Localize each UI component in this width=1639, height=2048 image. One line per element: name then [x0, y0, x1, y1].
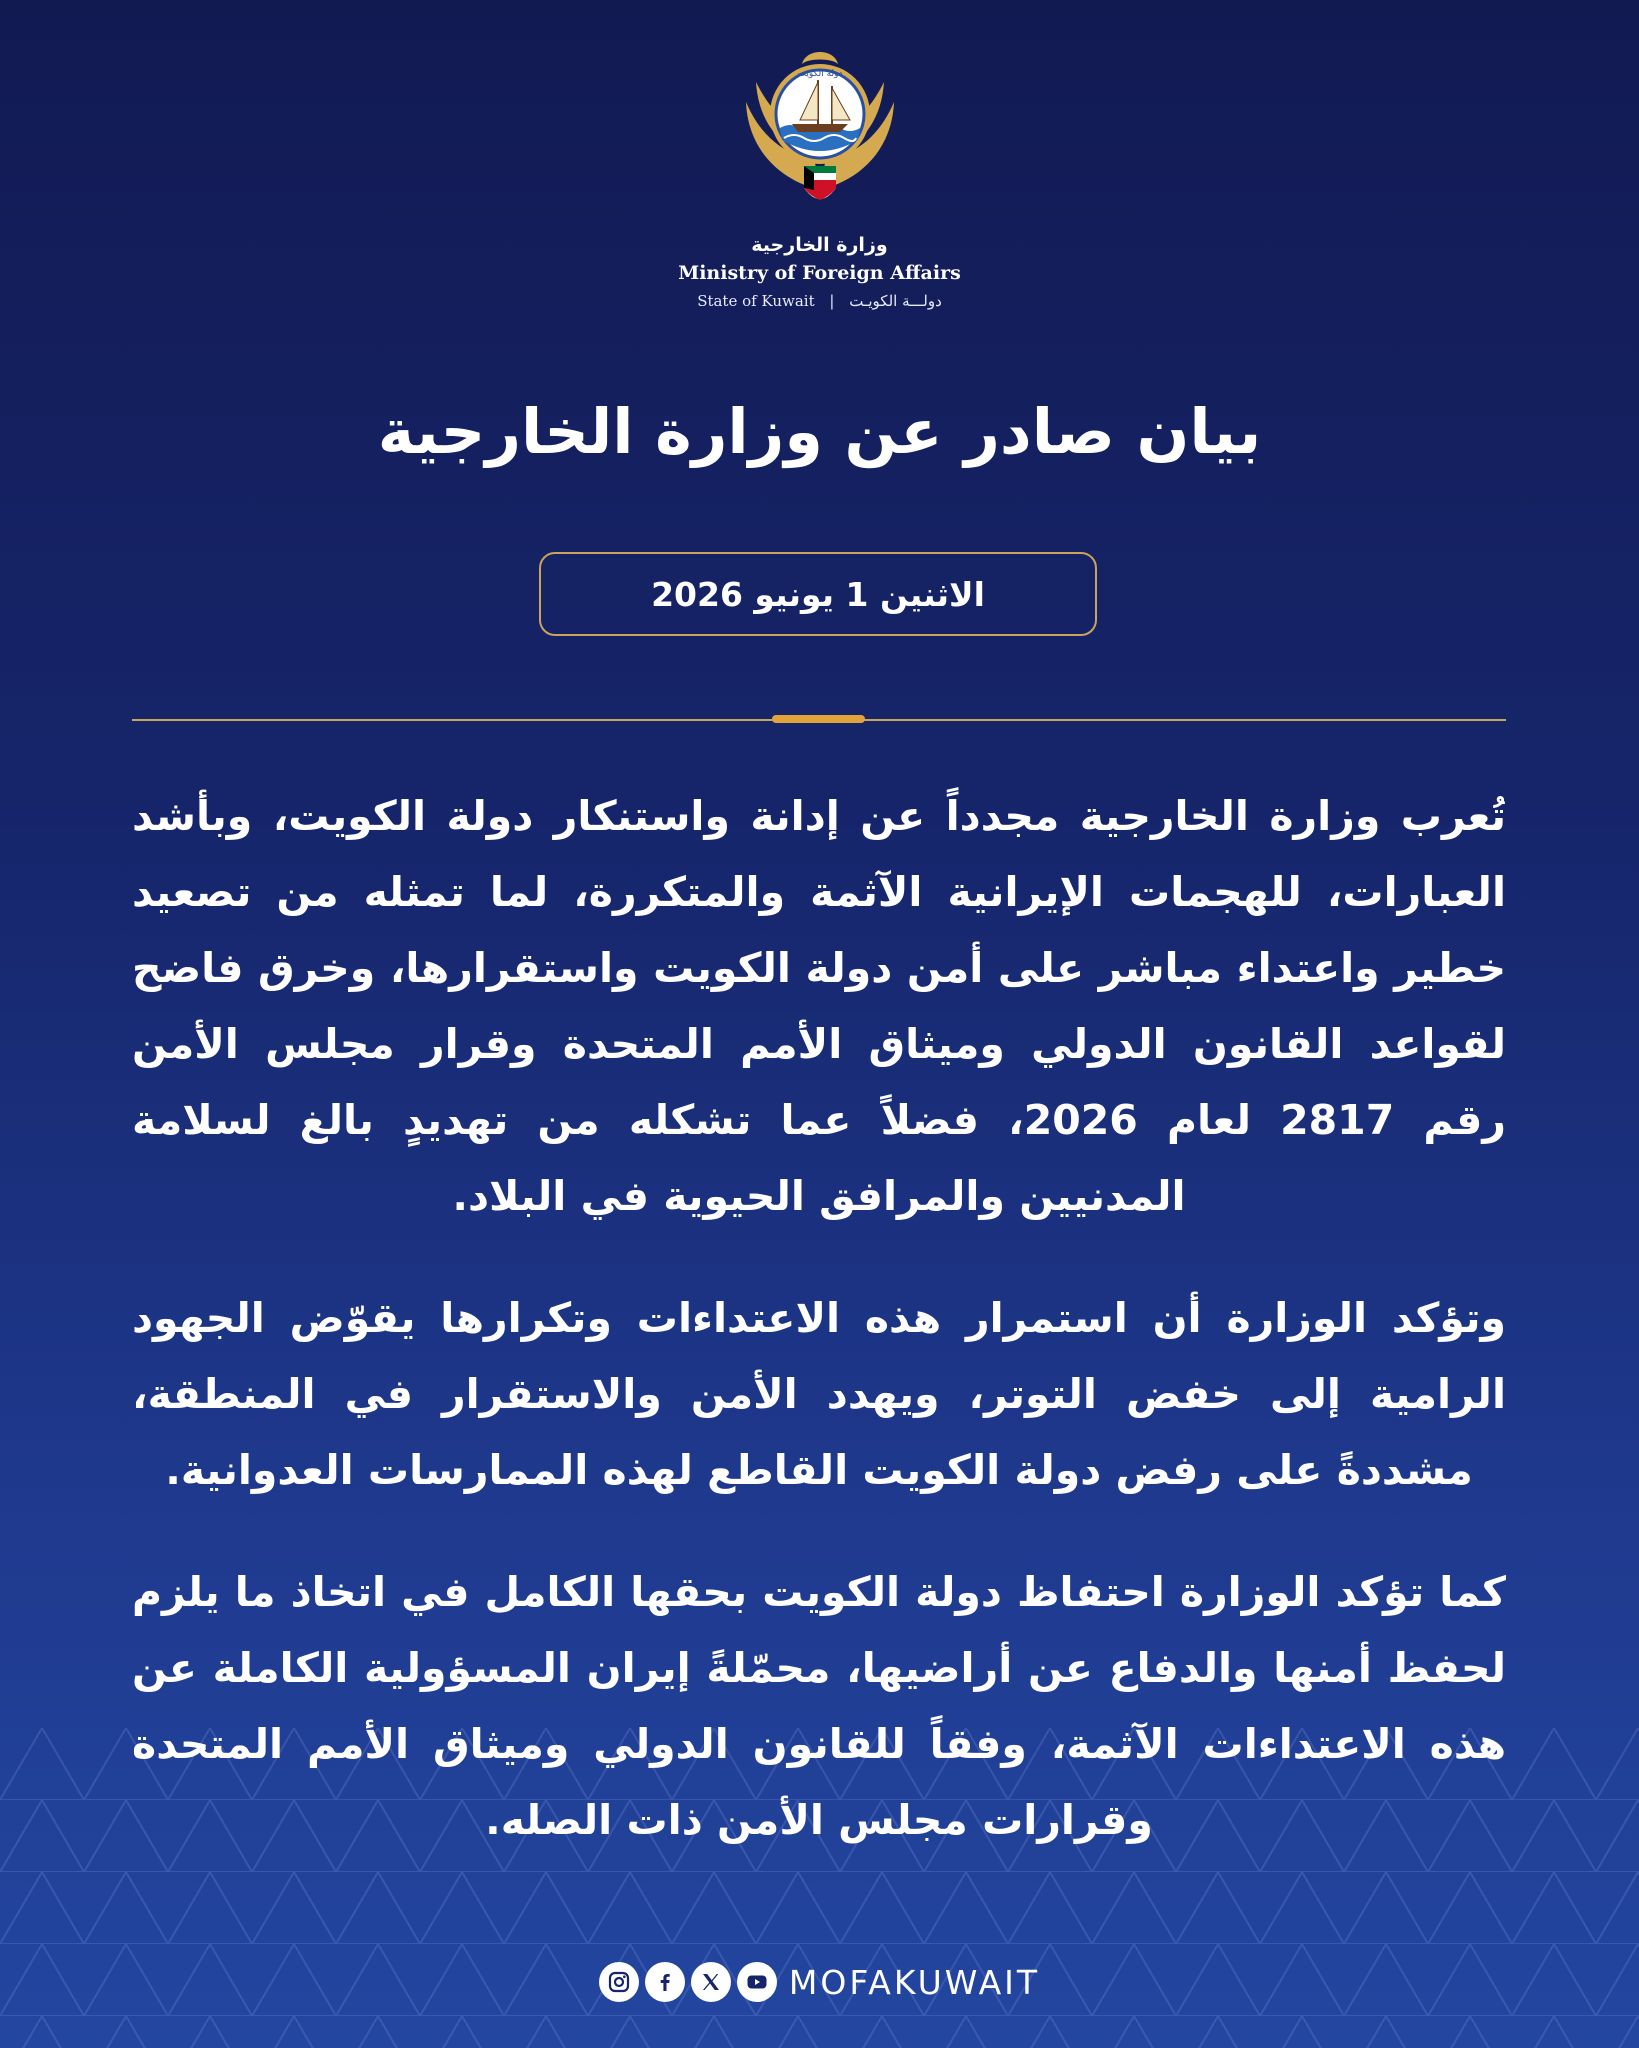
- statement-title: بيان صادر عن وزارة الخارجية: [377, 395, 1262, 468]
- x-icon[interactable]: [691, 1962, 731, 2002]
- kuwait-emblem-icon: [740, 40, 900, 220]
- social-handle[interactable]: MOFAKUWAIT: [788, 1962, 1041, 2002]
- paragraph-1: تُعرب وزارة الخارجية مجدداً عن إدانة واستنكار دولة الكويت، وبأشد العبارات، للهجمات الإيرانية الآثمة والمتكررة، لما تمثله من تصعيد خطير واعتداء مباشر على أمن دولة الكويت واستقرارها، وخرق فاضح لقواعد القانون الدولي وميثاق الأمم المتحدة وقرار مجلس الأمن رقم 2817 لعام 2026، فضلاً عما تشكله من تهديدٍ بالغ لسلامة المدنيين والمرافق الحيوية في البلاد.: [132, 792, 1507, 1220]
- date-badge: [539, 552, 1097, 636]
- facebook-icon[interactable]: [645, 1962, 685, 2002]
- state-line: [0, 292, 1639, 310]
- state-separator: |: [829, 292, 835, 310]
- instagram-icon[interactable]: [599, 1962, 639, 2002]
- header: [0, 40, 1639, 310]
- ministry-name-arabic: وزارة الخارجية: [751, 234, 888, 256]
- date-text: الاثنين 1 يونيو 2026: [651, 574, 985, 614]
- ministry-name-english: Ministry of Foreign Affairs: [678, 262, 961, 284]
- state-name-arabic: دولـــة الكويـت: [849, 292, 942, 310]
- divider-accent: [772, 715, 865, 723]
- paragraph-3: كما تؤكد الوزارة احتفاظ دولة الكويت بحقها الكامل في اتخاذ ما يلزم لحفظ أمنها والدفاع عن أراضيها، محمّلةً إيران المسؤولية الكاملة عن هذه الاعتداءات الآثمة، وفقاً للقانون الدولي وميثاق الأمم المتحدة وقرارات مجلس الأمن ذات الصله.: [132, 1568, 1506, 1844]
- emblem-text: دولة الكويت: [797, 69, 842, 79]
- social-icons: [599, 1962, 777, 2002]
- footer: [0, 1962, 1639, 2002]
- paragraph-2: وتؤكد الوزارة أن استمرار هذه الاعتداءات وتكرارها يقوّض الجهود الرامية إلى خفض التوتر، ويهدد الأمن والاستقرار في المنطقة، مشددةً على رفض دولة الكويت القاطع لهذه الممارسات العدوانية.: [132, 1294, 1506, 1494]
- statement-body: [132, 778, 1506, 1904]
- youtube-icon[interactable]: [737, 1962, 777, 2002]
- state-name-english: State of Kuwait: [697, 292, 815, 310]
